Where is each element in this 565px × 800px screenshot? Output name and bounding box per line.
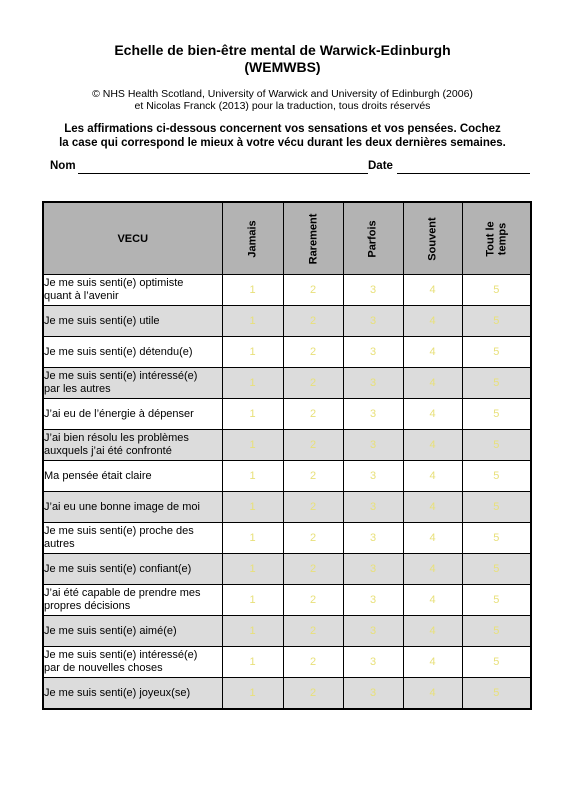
instructions xyxy=(0,122,565,150)
score-option-3[interactable]: 3 xyxy=(343,337,403,368)
header-parfois-label xyxy=(367,220,379,257)
score-option-2[interactable]: 2 xyxy=(283,523,343,554)
header-parfois xyxy=(343,202,403,275)
score-option-3[interactable]: 3 xyxy=(343,306,403,337)
score-option-4[interactable]: 4 xyxy=(403,306,462,337)
score-option-1[interactable]: 1 xyxy=(222,275,283,306)
table-row xyxy=(43,585,531,616)
statement-line-2: par les autres xyxy=(44,383,111,395)
statement-line-1: J’ai eu une bonne image de moi xyxy=(44,500,200,513)
statement-line-1: Je me suis senti(e) intéressé(e) xyxy=(44,370,198,382)
statement-cell xyxy=(43,678,222,710)
score-option-2[interactable]: 2 xyxy=(283,554,343,585)
score-option-4[interactable]: 4 xyxy=(403,647,462,678)
score-option-5[interactable]: 5 xyxy=(462,554,531,585)
header-jamais-text: Jamais xyxy=(246,219,259,258)
header-parfois-text: Parfois xyxy=(366,219,379,258)
score-option-1[interactable]: 1 xyxy=(222,430,283,461)
score-option-4[interactable]: 4 xyxy=(403,523,462,554)
header-rarement-text: Rarement xyxy=(307,213,319,264)
statement-line-1: Je me suis senti(e) joyeux(se) xyxy=(44,686,191,699)
score-option-1[interactable]: 1 xyxy=(222,337,283,368)
score-option-4[interactable]: 4 xyxy=(403,275,462,306)
statement-line-1: Je me suis senti(e) confiant(e) xyxy=(44,562,192,575)
score-option-4[interactable]: 4 xyxy=(403,337,462,368)
score-option-1[interactable]: 1 xyxy=(222,585,283,616)
header-jamais xyxy=(222,202,283,275)
statement-cell xyxy=(43,399,222,430)
score-option-3[interactable]: 3 xyxy=(343,399,403,430)
statement-line-1: Je me suis senti(e) aimé(e) xyxy=(44,624,177,637)
name-label: Nom xyxy=(50,160,76,172)
score-option-2[interactable]: 2 xyxy=(283,678,343,710)
score-option-4[interactable]: 4 xyxy=(403,399,462,430)
score-option-5[interactable]: 5 xyxy=(462,368,531,399)
date-label: Date xyxy=(368,160,393,172)
score-option-4[interactable]: 4 xyxy=(403,678,462,710)
score-option-4[interactable]: 4 xyxy=(403,430,462,461)
statement-line-2: quant à l’avenir xyxy=(44,290,119,302)
score-option-1[interactable]: 1 xyxy=(222,554,283,585)
score-option-1[interactable]: 1 xyxy=(222,399,283,430)
score-option-1[interactable]: 1 xyxy=(222,368,283,399)
score-option-2[interactable]: 2 xyxy=(283,306,343,337)
score-option-4[interactable]: 4 xyxy=(403,461,462,492)
score-option-2[interactable]: 2 xyxy=(283,337,343,368)
statement-cell xyxy=(43,337,222,368)
table-row xyxy=(43,492,531,523)
statement-cell xyxy=(43,492,222,523)
name-date-line xyxy=(50,160,530,176)
score-option-3[interactable]: 3 xyxy=(343,492,403,523)
table-row xyxy=(43,523,531,554)
statement-line-2: propres décisions xyxy=(44,600,131,612)
score-option-1[interactable]: 1 xyxy=(222,647,283,678)
score-option-3[interactable]: 3 xyxy=(343,678,403,710)
score-option-1[interactable]: 1 xyxy=(222,523,283,554)
score-option-4[interactable]: 4 xyxy=(403,554,462,585)
score-option-2[interactable]: 2 xyxy=(283,647,343,678)
score-option-5[interactable]: 5 xyxy=(462,399,531,430)
table-row xyxy=(43,554,531,585)
score-option-5[interactable]: 5 xyxy=(462,461,531,492)
header-souvent-text: Souvent xyxy=(426,216,439,261)
score-option-5[interactable]: 5 xyxy=(462,337,531,368)
header-souvent-label xyxy=(427,217,439,260)
table-row xyxy=(43,678,531,710)
score-option-1[interactable]: 1 xyxy=(222,492,283,523)
header-souvent xyxy=(403,202,462,275)
name-field[interactable] xyxy=(78,173,368,174)
score-option-3[interactable]: 3 xyxy=(343,585,403,616)
score-option-3[interactable]: 3 xyxy=(343,554,403,585)
statement-line-1: Je me suis senti(e) proche des xyxy=(44,525,194,537)
header-rarement xyxy=(283,202,343,275)
header-tout-le-temps xyxy=(462,202,531,275)
score-option-5[interactable]: 5 xyxy=(462,492,531,523)
header-vecu: VECU xyxy=(43,202,222,275)
statement-line-2: autres xyxy=(44,538,75,550)
statement-line-1: Je me suis senti(e) intéressé(e) xyxy=(44,649,198,661)
statement-cell xyxy=(43,554,222,585)
score-option-5[interactable]: 5 xyxy=(462,647,531,678)
table-row xyxy=(43,616,531,647)
table-row xyxy=(43,461,531,492)
table-row xyxy=(43,368,531,399)
score-option-3[interactable]: 3 xyxy=(343,461,403,492)
statement-cell xyxy=(43,368,222,399)
table-row xyxy=(43,337,531,368)
score-option-1[interactable]: 1 xyxy=(222,616,283,647)
table-row xyxy=(43,399,531,430)
table-row xyxy=(43,275,531,306)
statement-cell xyxy=(43,647,222,678)
page-title xyxy=(0,42,565,76)
header-rarement-label xyxy=(307,213,319,264)
title-line-2: (WEMWBS) xyxy=(244,59,321,75)
score-option-5[interactable]: 5 xyxy=(462,585,531,616)
score-option-1[interactable]: 1 xyxy=(222,678,283,710)
score-option-4[interactable]: 4 xyxy=(403,616,462,647)
score-option-5[interactable]: 5 xyxy=(462,430,531,461)
table-row xyxy=(43,647,531,678)
statement-line-1: J’ai eu de l’énergie à dépenser xyxy=(44,407,194,420)
score-option-2[interactable]: 2 xyxy=(283,368,343,399)
statement-line-2: par de nouvelles choses xyxy=(44,662,163,674)
header-jamais-label xyxy=(247,220,259,257)
table-row xyxy=(43,306,531,337)
wemwbs-table xyxy=(42,201,532,710)
header-tout-le-temps-line-2: temps xyxy=(496,222,509,255)
score-option-2[interactable]: 2 xyxy=(283,430,343,461)
statement-line-1: Ma pensée était claire xyxy=(44,469,152,482)
statement-cell xyxy=(43,461,222,492)
score-option-4[interactable]: 4 xyxy=(403,492,462,523)
statement-line-1: J’ai été capable de prendre mes xyxy=(44,587,201,599)
statement-line-1: Je me suis senti(e) utile xyxy=(44,314,160,327)
table-header-row xyxy=(43,202,531,275)
score-option-4[interactable]: 4 xyxy=(403,368,462,399)
score-option-2[interactable]: 2 xyxy=(283,616,343,647)
table-row xyxy=(43,430,531,461)
score-option-3[interactable]: 3 xyxy=(343,430,403,461)
date-field[interactable] xyxy=(397,173,530,174)
copyright-notice xyxy=(0,88,565,112)
table-body xyxy=(43,275,531,710)
statement-line-1: J’ai bien résolu les problèmes xyxy=(44,432,189,444)
score-option-2[interactable]: 2 xyxy=(283,461,343,492)
score-option-2[interactable]: 2 xyxy=(283,585,343,616)
score-option-4[interactable]: 4 xyxy=(403,585,462,616)
score-option-2[interactable]: 2 xyxy=(283,275,343,306)
header-tout-le-temps-label xyxy=(484,221,508,256)
copyright-line-1: © NHS Health Scotland, University of Warwick and University of Edinburgh (2006) xyxy=(92,88,473,100)
statement-cell xyxy=(43,306,222,337)
instructions-line-2: la case qui correspond le mieux à votre vécu durant les deux dernières semaines. xyxy=(59,137,506,149)
statement-line-1: Je me suis senti(e) optimiste xyxy=(44,277,184,289)
statement-line-2: auxquels j’ai été confronté xyxy=(44,445,172,457)
instructions-line-1: Les affirmations ci-dessous concernent vos sensations et vos pensées. Cochez xyxy=(64,123,501,135)
statement-cell xyxy=(43,585,222,616)
score-option-1[interactable]: 1 xyxy=(222,306,283,337)
header-tout-le-temps-line-1: Tout le xyxy=(484,220,497,257)
score-option-3[interactable]: 3 xyxy=(343,523,403,554)
copyright-line-2: et Nicolas Franck (2013) pour la traduction, tous droits réservés xyxy=(134,100,431,112)
score-option-3[interactable]: 3 xyxy=(343,368,403,399)
statement-line-1: Je me suis senti(e) détendu(e) xyxy=(44,345,193,358)
score-option-5[interactable]: 5 xyxy=(462,275,531,306)
title-line-1: Echelle de bien-être mental de Warwick-Edinburgh xyxy=(114,42,451,58)
score-option-2[interactable]: 2 xyxy=(283,492,343,523)
score-option-5[interactable]: 5 xyxy=(462,678,531,710)
score-option-5[interactable]: 5 xyxy=(462,306,531,337)
score-option-3[interactable]: 3 xyxy=(343,275,403,306)
score-option-2[interactable]: 2 xyxy=(283,399,343,430)
score-option-5[interactable]: 5 xyxy=(462,523,531,554)
statement-cell xyxy=(43,523,222,554)
statement-cell xyxy=(43,275,222,306)
score-option-3[interactable]: 3 xyxy=(343,616,403,647)
score-option-1[interactable]: 1 xyxy=(222,461,283,492)
statement-cell xyxy=(43,430,222,461)
statement-cell xyxy=(43,616,222,647)
score-option-5[interactable]: 5 xyxy=(462,616,531,647)
score-option-3[interactable]: 3 xyxy=(343,647,403,678)
